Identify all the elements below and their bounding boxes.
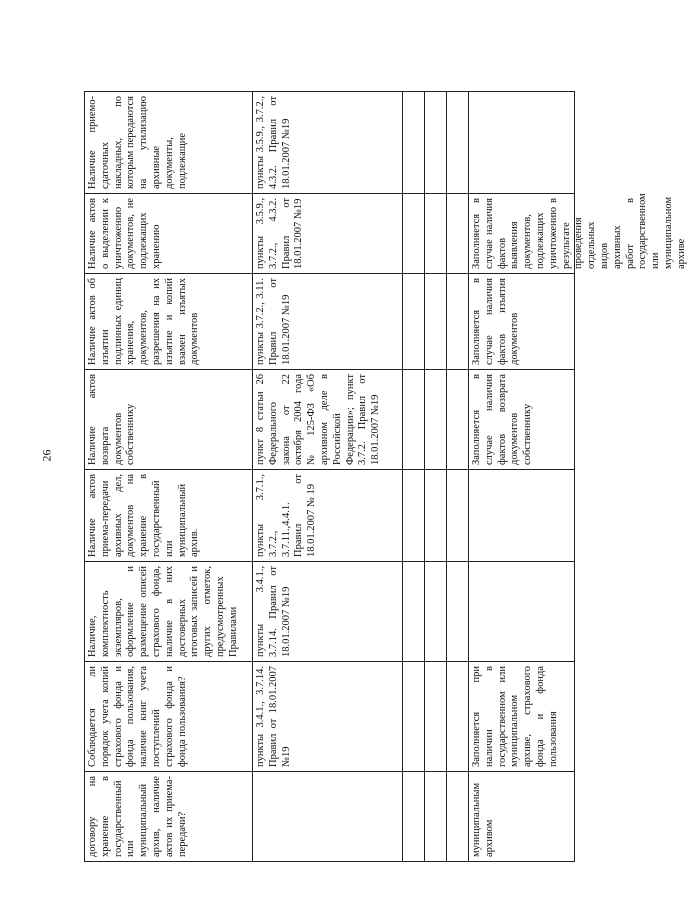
answer-no-cell <box>425 369 447 469</box>
note-cell: Заполняется в случае наличия фактов выявления документов, подлежащих уничтожению в результате проведения отдельных видов архивных работ в государственном или муниципальном архиве <box>469 193 575 273</box>
note-cell <box>469 91 575 193</box>
answer-yes-cell <box>403 469 425 561</box>
page-number: 26 <box>39 449 54 462</box>
answer-no-cell <box>425 661 447 771</box>
answer-na-cell <box>447 91 469 193</box>
reference-cell: пункты 3.7.1., 3.7.2., 3.7.11.,4.4.1. Правил от 18.01.2007 № 19 <box>253 469 403 561</box>
question-cell: Наличие, комплектность экземпляров, оформление и размещение описей страхового фонда, наличие в них достоверных итоговых записей и других отметок, предусмотренных Правилами <box>85 561 253 661</box>
note-cell: муниципальным архивом <box>469 771 575 861</box>
answer-na-cell <box>447 469 469 561</box>
reference-cell: пункты 3.7.2., 3.11. Правил от 18.01.2007 №19 <box>253 273 403 369</box>
reference-cell: пункты 3.4.1., 3.7.14. Правил от 18.01.2007 №19 <box>253 661 403 771</box>
reference-cell: пункты 3.5.9., 3.7.2., 4.3.2. Правил от 18.01.2007 №19 <box>253 193 403 273</box>
answer-no-cell <box>425 193 447 273</box>
checklist-grid <box>84 91 687 862</box>
note-cell: Заполняется при наличии в государственном или муниципальном архиве, страхового фонда и фонда пользования <box>469 661 575 771</box>
answer-yes-cell <box>403 369 425 469</box>
answer-yes-cell <box>403 771 425 861</box>
answer-yes-cell <box>403 561 425 661</box>
reference-cell <box>253 771 403 861</box>
answer-yes-cell <box>403 661 425 771</box>
question-cell: Наличие актов об изъятии подлинных единиц хранения, документов, разрешения на их изъятие и копий взамен изъятых документов <box>85 273 253 369</box>
answer-na-cell <box>447 193 469 273</box>
checklist-table-wrapper <box>84 92 687 862</box>
note-cell: Заполняется в случае наличия фактов изъятия документов <box>469 273 575 369</box>
answer-no-cell <box>425 561 447 661</box>
answer-no-cell <box>425 91 447 193</box>
answer-na-cell <box>447 369 469 469</box>
answer-yes-cell <box>403 91 425 193</box>
question-cell: Наличие актов возврата документов собственнику <box>85 369 253 469</box>
answer-no-cell <box>425 771 447 861</box>
answer-no-cell <box>425 469 447 561</box>
answer-yes-cell <box>403 273 425 369</box>
note-cell: Заполняется в случае наличия фактов возврата документов собственнику <box>469 369 575 469</box>
answer-na-cell <box>447 273 469 369</box>
reference-cell: пункты 3.5.9., 3.7.2., 4.3.2. Правил от 18.01.2007 №19 <box>253 91 403 193</box>
answer-na-cell <box>447 561 469 661</box>
question-cell: договору на хранение в государственный или муниципальный архив, наличие актов их приема-передачи? <box>85 771 253 861</box>
answer-na-cell <box>447 771 469 861</box>
note-cell <box>469 561 575 661</box>
answer-yes-cell <box>403 193 425 273</box>
reference-cell: пункт 8 статьи 26 Федерального закона от 22 октября 2004 года № 125-ФЗ «Об архивном деле в Российской Федерации»; пункт 3.7.2. Правил от 18.01.2007 №19 <box>253 369 403 469</box>
question-cell: Наличие актов приема-передачи архивных дел, документов на хранение в государственный или муниципальный архив. <box>85 469 253 561</box>
note-cell <box>469 469 575 561</box>
answer-no-cell <box>425 273 447 369</box>
answer-na-cell <box>447 661 469 771</box>
question-cell: Наличие актов о выделении к уничтожению документов, не подлежащих хранению <box>85 193 253 273</box>
question-cell: Наличие приемо-сдаточных накладных, по которым передаются на утилизацию архивные документы, подлежащие <box>85 91 253 193</box>
reference-cell: пункты 3.4.1., 3.7.14. Правил от 18.01.2007 №19 <box>253 561 403 661</box>
question-cell: Соблюдается ли порядок учета копий страхового фонда и фонда пользования, наличие книг учета поступлений страхового фонда и фонда пользования? <box>85 661 253 771</box>
